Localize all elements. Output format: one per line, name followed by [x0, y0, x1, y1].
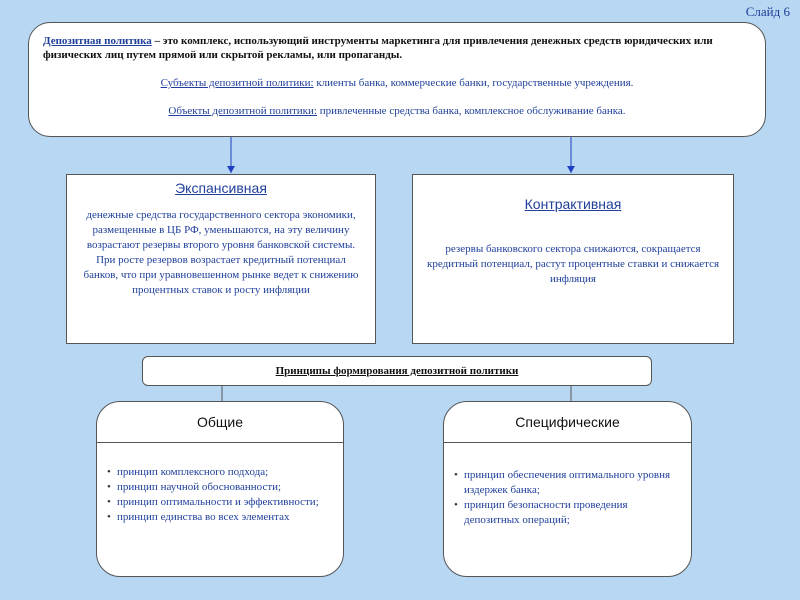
specific-principles-box [443, 401, 692, 577]
list-item: • принцип обеспечения оптимального уровня издержек банка; [454, 468, 681, 498]
definition-text: – это комплекс, использующий инструменты маркетинга для привлечения денежных средств юридических или физических лиц путем прямой или скрытой рекламы, или пропаганды. [43, 35, 713, 61]
contractive-title: Контрактивная [524, 196, 622, 212]
general-title: Общие [97, 402, 343, 443]
deposit-policy-definition-box [28, 22, 766, 137]
slide-number: Слайд 6 [745, 4, 790, 19]
definition-term: Депозитная политика [43, 35, 152, 47]
list-item: • принцип безопасности проведения депозитных операций; [454, 498, 681, 528]
general-list [97, 465, 343, 525]
expansive-policy-box [66, 174, 376, 344]
expansive-text: денежные средства государственного сектора экономики, размещенные в ЦБ РФ, уменьшаются, на эту величину возрастают резервы второго уровня банковской системы. При росте резервов возрастает кредитный потенциал банков, что при уравновешенном рынке ведет к снижению процентных ставок и росту инфляции [83, 209, 359, 296]
principles-title: Принципы формирования депозитной политики [275, 365, 519, 377]
contractive-text: резервы банковского сектора снижаются, сокращается кредитный потенциал, растут процентные ставки и снижается инфляция [427, 243, 720, 285]
general-principles-box [96, 401, 344, 577]
subjects-term: Субъекты депозитной политики: [160, 77, 314, 89]
objects-text: привлеченные средства банка, комплексное обслуживание банка. [316, 105, 626, 117]
expansive-title: Экспансивная [175, 180, 267, 196]
principles-heading-box [142, 356, 652, 386]
specific-list [444, 468, 691, 528]
objects-term: Объекты депозитной политики: [168, 105, 317, 117]
contractive-policy-box [412, 174, 734, 344]
list-item: • принцип научной обоснованности; [107, 480, 333, 495]
specific-title: Специфические [444, 402, 691, 443]
list-item: • принцип комплексного подхода; [107, 465, 333, 480]
subjects-text: клиенты банка, коммерческие банки, государственные учреждения. [313, 77, 634, 89]
list-item: • принцип единства во всех элементах [107, 510, 333, 525]
list-item: • принцип оптимальности и эффективности; [107, 495, 333, 510]
